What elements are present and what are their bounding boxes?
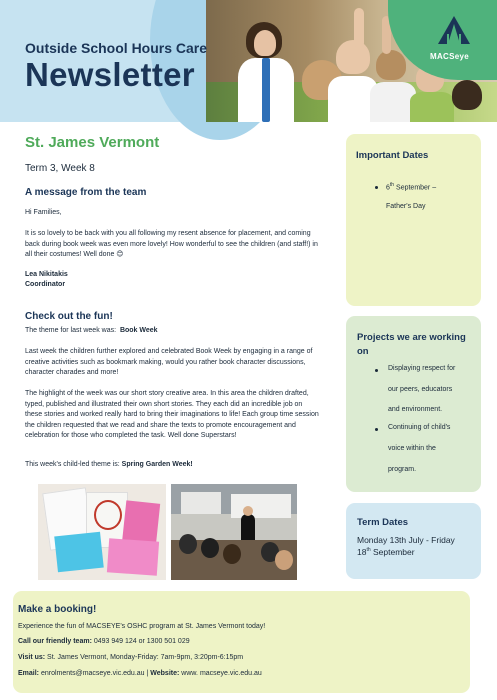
booking-heading: Make a booking! [18, 604, 97, 615]
project2-line1: Continuing of child's [388, 424, 451, 431]
term-dates-heading: Term Dates [357, 517, 409, 528]
phone-value[interactable]: 0493 949 124 or 1300 501 029 [91, 638, 190, 645]
website-link[interactable]: www. macseye.vic.edu.au [179, 670, 262, 677]
bullet-icon [375, 186, 378, 189]
bullet-icon [375, 428, 378, 431]
important-event: Father's Day [386, 203, 426, 210]
signature-role: Coordinator [25, 281, 66, 288]
website-label: Website: [150, 670, 180, 677]
child-led-theme [25, 460, 321, 471]
projects-heading-line2: on [357, 346, 369, 357]
project2-line2: voice within the [388, 445, 436, 452]
term-week: Term 3, Week 8 [25, 163, 95, 174]
term-dates-line1: Monday 13th July - Friday [357, 535, 455, 545]
signature-name: Lea Nikitakis [25, 271, 68, 278]
school-name: St. James Vermont [25, 134, 160, 151]
macseye-logo-icon [437, 14, 471, 48]
header-subtitle: Outside School Hours Care [25, 40, 208, 56]
fun-heading: Check out the fun! [25, 311, 113, 322]
book-week-paragraph: Last week the children further explored and celebrated Book Week by engaging in a range of creative activities such as bookmark making, would you rather book character discussions, character charades and more! [25, 348, 313, 376]
book-week-theme [25, 326, 321, 337]
booking-intro: Experience the fun of MACSEYE's OSHC program at St. James Vermont today! [18, 623, 266, 630]
project1-line2: our peers, educators [388, 386, 453, 393]
email-link[interactable]: enrolments@macseye.vic.edu.au | [39, 670, 151, 677]
message-greeting: Hi Families, [25, 209, 62, 216]
term-dates-line2: 18th September [357, 547, 415, 557]
page-title: Newsletter [25, 56, 195, 93]
important-dates-heading: Important Dates [356, 150, 429, 161]
child-theme-value: Spring Garden Week! [121, 461, 193, 468]
book-artwork-photo [38, 484, 166, 580]
project2-line3: program. [388, 466, 417, 473]
important-date: 6th September – [386, 182, 437, 192]
message-heading: A message from the team [25, 187, 147, 198]
booking-phone [18, 638, 190, 645]
logo-text: MACSeye [430, 52, 470, 61]
theme-value: Book Week [119, 327, 158, 334]
story-time-photo [171, 484, 297, 580]
visit-value: St. James Vermont, Monday-Friday: 7am-9pm, 3:20pm-6:15pm [45, 654, 244, 661]
booking-contact [18, 670, 262, 677]
visit-label: Visit us: [18, 654, 46, 661]
project1-line1: Displaying respect for [388, 365, 456, 372]
projects-heading-line1: Projects we are working [357, 332, 466, 343]
project1-line3: and environment. [388, 406, 443, 413]
child-theme-prefix: This week's child-led theme is: [25, 461, 120, 468]
short-story-paragraph: The highlight of the week was our short story creative area. In this area the children drafted, typed, published and illustrated their own short stories. They each did an incredible job on these stories and worked really hard to bring their imaginations to life! Each group time session the children requested that we read and share the texts to promote encouragement and celebration for those who completed the task. Well done Superstars! [25, 390, 319, 439]
phone-label: Call our friendly team: [18, 638, 92, 645]
theme-prefix: The theme for last week was: [25, 327, 117, 334]
message-body: It is so lovely to be back with you all following my resent absence for placement, and coming back during book week was even more lovely! How wonderful to see the children (and staff!) in all their costumes! Well done 😊 [25, 230, 318, 258]
email-label: Email: [18, 670, 40, 677]
bullet-icon [375, 369, 378, 372]
booking-visit [18, 654, 243, 661]
